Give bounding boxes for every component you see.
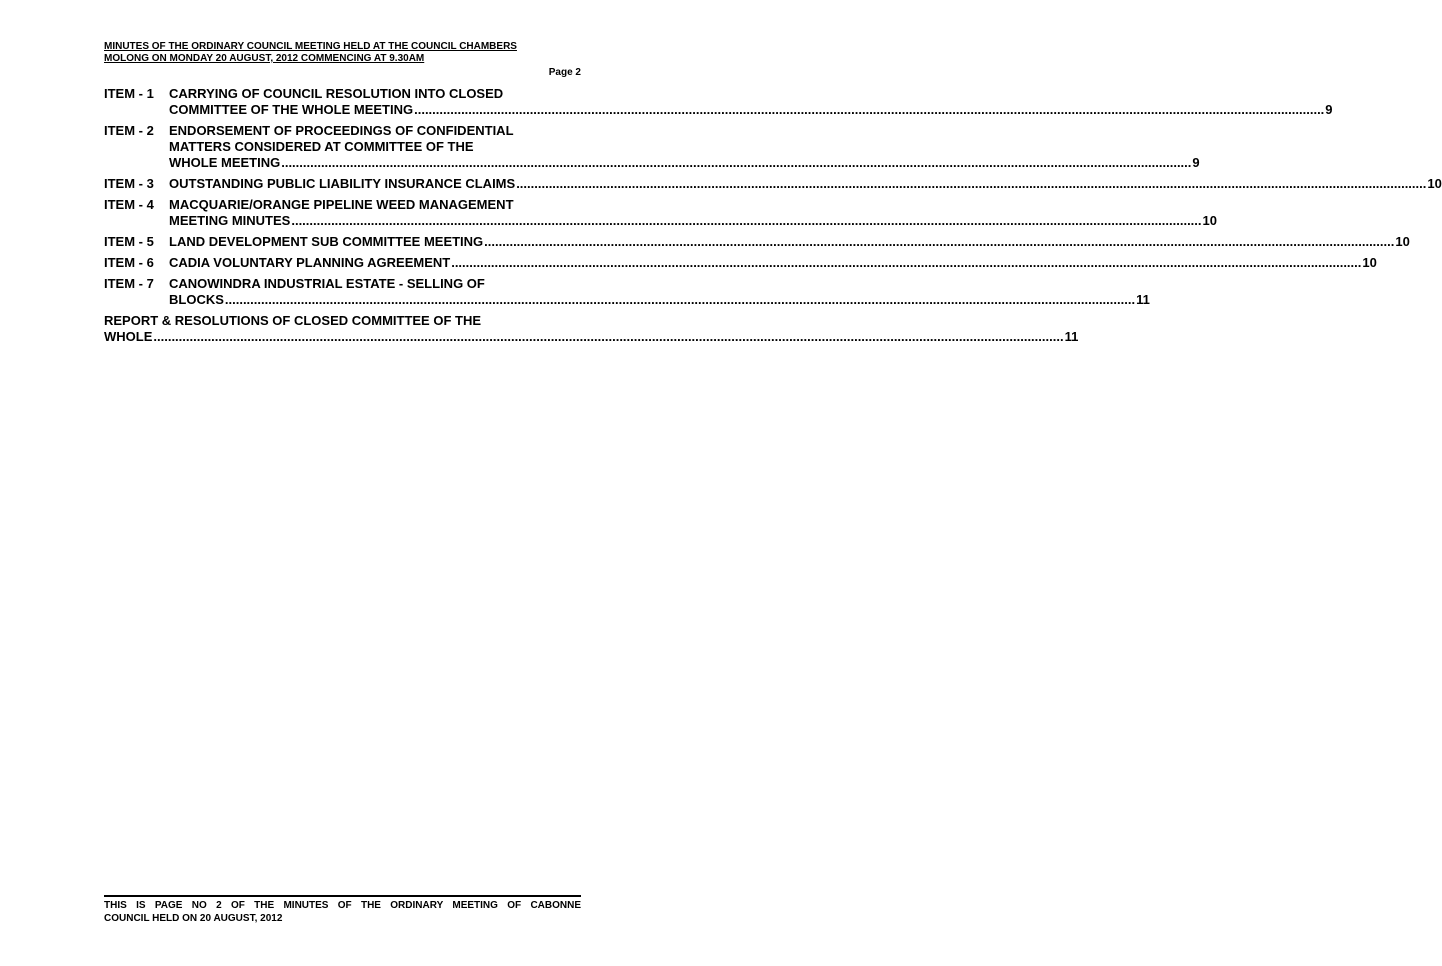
toc-item-code: ITEM - 7 xyxy=(104,276,154,291)
toc-page-number: 9 xyxy=(1192,155,1200,170)
toc-item-5[interactable] xyxy=(104,234,1410,250)
toc-title-line: CARRYING OF COUNCIL RESOLUTION INTO CLOSED xyxy=(169,86,504,101)
toc-title-text: WHOLE MEETING xyxy=(169,155,281,170)
table-of-contents xyxy=(104,86,1442,345)
toc-page-number: 10 xyxy=(1395,234,1410,249)
toc-item-code: ITEM - 3 xyxy=(104,176,154,191)
toc-page-number: 10 xyxy=(1427,176,1442,191)
toc-item-title xyxy=(169,197,1217,229)
toc-item-code: ITEM - 1 xyxy=(104,86,154,101)
toc-item-1[interactable] xyxy=(104,86,1333,118)
footer-line-1: THIS IS PAGE NO 2 OF THE MINUTES OF THE ORDINARY MEETING OF CABONNE xyxy=(104,900,581,911)
page-footer xyxy=(104,899,581,925)
toc-item-report[interactable] xyxy=(104,313,1079,345)
toc-title-text: BLOCKS xyxy=(169,292,224,307)
toc-title-last-line xyxy=(169,255,1377,271)
footer-divider xyxy=(104,895,581,897)
dot-leader xyxy=(484,234,1394,250)
dot-leader xyxy=(451,255,1361,271)
toc-item-title xyxy=(169,255,1377,271)
toc-title-text: COMMITTEE OF THE WHOLE MEETING xyxy=(169,102,414,117)
toc-title-last-line xyxy=(169,176,1442,192)
toc-title-last-line xyxy=(169,155,1200,171)
toc-item-3[interactable] xyxy=(104,176,1442,192)
toc-item-title xyxy=(169,123,1200,171)
toc-page-number: 11 xyxy=(1136,292,1150,307)
toc-title-line: CANOWINDRA INDUSTRIAL ESTATE - SELLING OF xyxy=(169,276,485,291)
toc-title-text: WHOLE xyxy=(104,329,153,344)
toc-item-title xyxy=(169,234,1410,250)
toc-page-number: 9 xyxy=(1325,102,1333,117)
toc-item-7[interactable] xyxy=(104,276,1150,308)
toc-item-2[interactable] xyxy=(104,123,1200,171)
dot-leader xyxy=(153,329,1063,345)
footer-line-2: COUNCIL HELD ON 20 AUGUST, 2012 xyxy=(104,913,283,924)
toc-title-line: REPORT & RESOLUTIONS OF CLOSED COMMITTEE OF THE xyxy=(104,313,482,328)
toc-title-text: OUTSTANDING PUBLIC LIABILITY INSURANCE CLAIMS xyxy=(169,176,516,191)
toc-title-text: MEETING MINUTES xyxy=(169,213,291,228)
toc-item-4[interactable] xyxy=(104,197,1217,229)
toc-title-text: LAND DEVELOPMENT SUB COMMITTEE MEETING xyxy=(169,234,484,249)
toc-title-last-line xyxy=(169,213,1217,229)
dot-leader xyxy=(291,213,1201,229)
toc-page-number: 11 xyxy=(1064,329,1079,344)
dot-leader xyxy=(414,102,1324,118)
toc-item-code: ITEM - 6 xyxy=(104,255,154,270)
header-line-2: MOLONG ON MONDAY 20 AUGUST, 2012 COMMENCING AT 9.30AM xyxy=(104,53,425,64)
toc-page-number: 10 xyxy=(1362,255,1377,270)
toc-page-number: 10 xyxy=(1202,213,1217,228)
toc-item-6[interactable] xyxy=(104,255,1377,271)
toc-title-line: MATTERS CONSIDERED AT COMMITTEE OF THE xyxy=(169,139,474,154)
toc-title-last-line xyxy=(169,102,1333,118)
toc-title-line: ENDORSEMENT OF PROCEEDINGS OF CONFIDENTIAL xyxy=(169,123,514,138)
dot-leader xyxy=(225,292,1135,308)
dot-leader xyxy=(281,155,1191,171)
toc-title-last-line xyxy=(169,234,1410,250)
dot-leader xyxy=(516,176,1426,192)
page-number: Page 2 xyxy=(548,67,581,78)
header-line-1: MINUTES OF THE ORDINARY COUNCIL MEETING HELD AT THE COUNCIL CHAMBERS xyxy=(104,41,517,52)
toc-item-code: ITEM - 4 xyxy=(104,197,154,212)
toc-item-title xyxy=(169,276,1150,308)
toc-title-text: CADIA VOLUNTARY PLANNING AGREEMENT xyxy=(169,255,451,270)
page-header xyxy=(104,41,581,65)
toc-item-code: ITEM - 5 xyxy=(104,234,154,249)
toc-title-last-line xyxy=(104,329,1079,345)
toc-title-last-line xyxy=(169,292,1150,308)
toc-item-code: ITEM - 2 xyxy=(104,123,154,138)
toc-item-title xyxy=(169,176,1442,192)
toc-title-line: MACQUARIE/ORANGE PIPELINE WEED MANAGEMENT xyxy=(169,197,514,212)
toc-item-title xyxy=(169,86,1333,118)
